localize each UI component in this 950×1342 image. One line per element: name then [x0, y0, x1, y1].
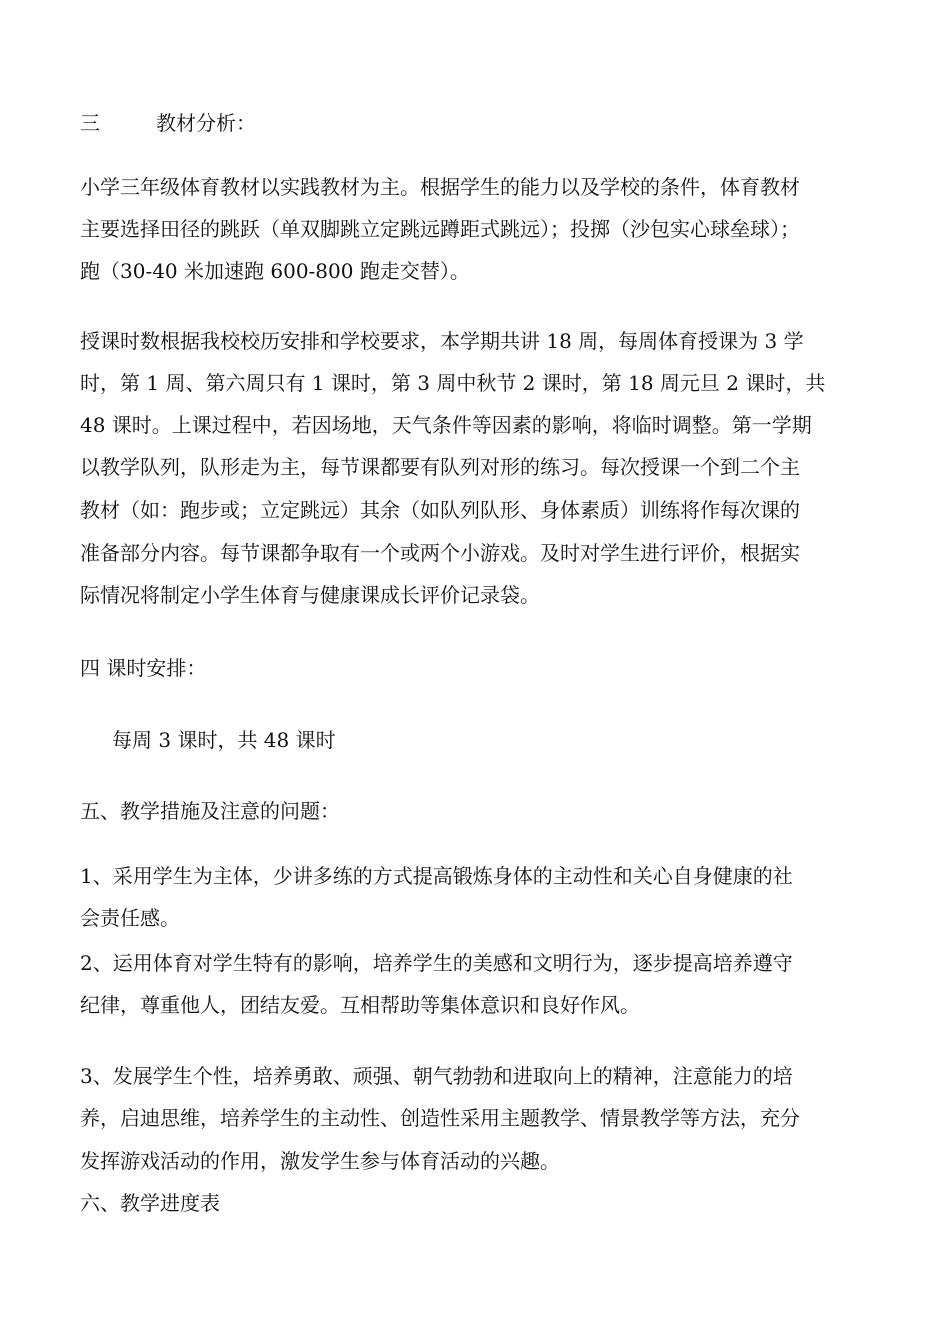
section-5-heading: 五、教学措施及注意的问题：	[80, 799, 340, 823]
measure-item-2-line: 2、运用体育对学生特有的影响，培养学生的美感和文明行为，逐步提高培养遵守	[80, 951, 793, 975]
measure-item-3-line: 养，启迪思维，培养学生的主动性、创造性采用主题教学、情景教学等方法，充分	[80, 1106, 800, 1130]
section-6-heading: 六、教学进度表	[80, 1191, 220, 1215]
paragraph-2-line: 以教学队列，队形走为主，每节课都要有队列对形的练习。每次授课一个到二个主	[80, 455, 800, 479]
section-4-heading: 四 课时安排：	[80, 656, 207, 680]
paragraph-2-line: 准备部分内容。每节课都争取有一个或两个小游戏。及时对学生进行评价，根据实	[80, 541, 800, 565]
measure-item-1-line: 1、采用学生为主体，少讲多练的方式提高锻炼身体的主动性和关心自身健康的社	[80, 864, 793, 888]
paragraph-2-line: 教材（如：跑步或；立定跳远）其余（如队列队形、身体素质）训练将作每次课的	[80, 498, 800, 522]
paragraph-2-line: 际情况将制定小学生体育与健康课成长评价记录袋。	[80, 583, 540, 607]
measure-item-2-line: 纪律，尊重他人，团结友爱。互相帮助等集体意识和良好作风。	[80, 993, 640, 1017]
measure-item-3-line: 发挥游戏活动的作用，激发学生参与体育活动的兴趣。	[80, 1149, 560, 1173]
section-4-content: 每周 3 课时，共 48 课时	[112, 728, 336, 752]
section-3-number: 三	[80, 111, 100, 135]
paragraph-1-line: 主要选择田径的跳跃（单双脚跳立定跳远蹲距式跳远）；投掷（沙包实心球垒球）；	[80, 217, 800, 241]
section-3-title: 教材分析：	[156, 111, 256, 135]
measure-item-3-line: 3、发展学生个性，培养勇敢、顽强、朝气勃勃和进取向上的精神，注意能力的培	[80, 1064, 793, 1088]
paragraph-1-line: 跑（30-40 米加速跑 600-800 跑走交替）。	[80, 259, 470, 283]
paragraph-2-line: 48 课时。上课过程中，若因场地，天气条件等因素的影响，将临时调整。第一学期	[80, 413, 812, 437]
paragraph-1-line: 小学三年级体育教材以实践教材为主。根据学生的能力以及学校的条件，体育教材	[80, 175, 800, 199]
measure-item-1-line: 会责任感。	[80, 906, 180, 930]
section-3-heading	[80, 110, 256, 136]
paragraph-2-line: 时，第 1 周、第六周只有 1 课时，第 3 周中秋节 2 课时，第 18 周元旦 2 课时，共	[80, 371, 826, 395]
paragraph-2-line: 授课时数根据我校校历安排和学校要求，本学期共讲 18 周，每周体育授课为 3 学	[80, 329, 804, 353]
